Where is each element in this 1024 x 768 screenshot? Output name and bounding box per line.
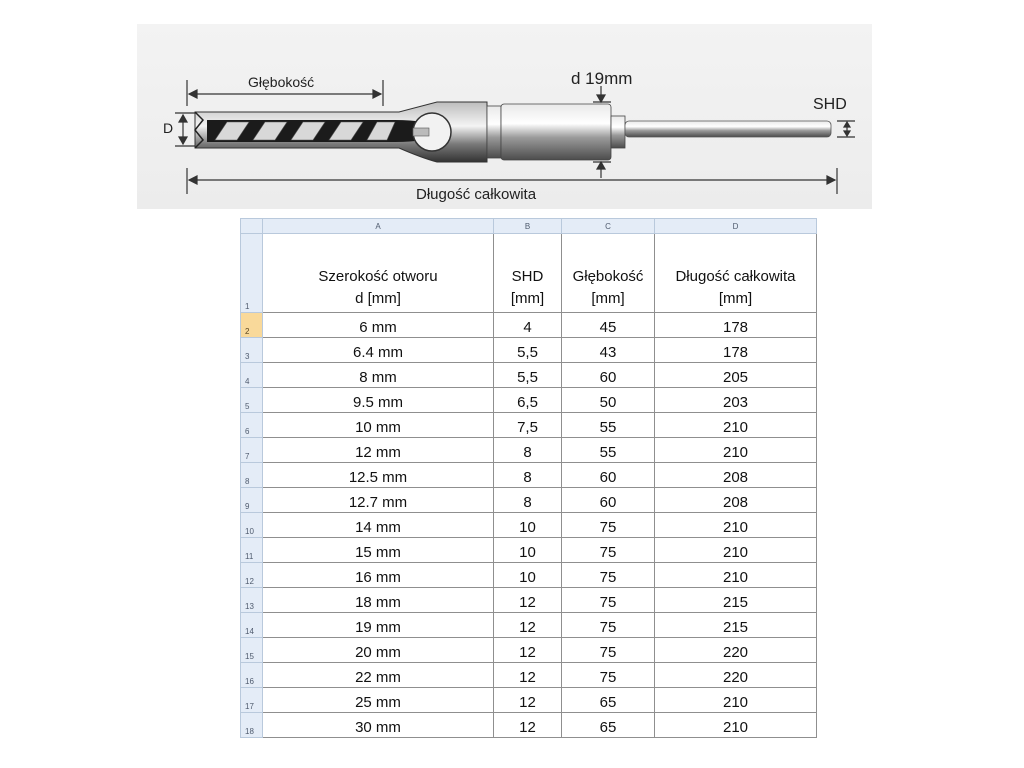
- table-row: [241, 338, 817, 363]
- table-cell[interactable]: 12: [494, 588, 562, 613]
- table-cell[interactable]: 75: [562, 513, 655, 538]
- table-cell[interactable]: 220: [655, 663, 817, 688]
- table-cell[interactable]: 65: [562, 713, 655, 738]
- table-cell[interactable]: 10: [494, 563, 562, 588]
- row-number[interactable]: 8: [241, 463, 263, 488]
- table-cell[interactable]: 6.4 mm: [263, 338, 494, 363]
- table-cell[interactable]: 215: [655, 588, 817, 613]
- table-row: [241, 313, 817, 338]
- table-row: [241, 563, 817, 588]
- column-header-c[interactable]: C: [562, 219, 655, 234]
- table-cell[interactable]: 60: [562, 488, 655, 513]
- table-cell[interactable]: 60: [562, 363, 655, 388]
- table-cell[interactable]: 25 mm: [263, 688, 494, 713]
- header-line: Szerokość otworu: [318, 268, 438, 285]
- table-cell[interactable]: 55: [562, 413, 655, 438]
- table-row: [241, 688, 817, 713]
- row-number[interactable]: 16: [241, 663, 263, 688]
- table-cell[interactable]: 75: [562, 613, 655, 638]
- row-number[interactable]: 3: [241, 338, 263, 363]
- spec-spreadsheet: [240, 218, 817, 738]
- table-cell[interactable]: 8 mm: [263, 363, 494, 388]
- chisel-body: [195, 102, 487, 162]
- table-cell[interactable]: 220: [655, 638, 817, 663]
- table-cell[interactable]: 20 mm: [263, 638, 494, 663]
- table-cell[interactable]: 12: [494, 638, 562, 663]
- table-cell[interactable]: 12.5 mm: [263, 463, 494, 488]
- header-cell-total-length[interactable]: [655, 234, 817, 313]
- chisel-drill-illustration: [137, 24, 872, 209]
- header-line: [mm]: [718, 290, 753, 307]
- table-cell[interactable]: 50: [562, 388, 655, 413]
- table-row: [241, 438, 817, 463]
- table-cell[interactable]: 19 mm: [263, 613, 494, 638]
- table-cell[interactable]: 4: [494, 313, 562, 338]
- shd-label: SHD: [813, 96, 847, 113]
- table-row: [241, 388, 817, 413]
- select-all-corner[interactable]: [241, 219, 263, 234]
- table-cell[interactable]: 12: [494, 688, 562, 713]
- table-cell[interactable]: 12.7 mm: [263, 488, 494, 513]
- table-cell[interactable]: 8: [494, 438, 562, 463]
- row-number[interactable]: 18: [241, 713, 263, 738]
- row-number[interactable]: 15: [241, 638, 263, 663]
- table-cell[interactable]: 9.5 mm: [263, 388, 494, 413]
- table-cell[interactable]: 5,5: [494, 338, 562, 363]
- header-line: Długość całkowita: [675, 268, 796, 285]
- shank-diameter-label: d 19mm: [571, 69, 633, 88]
- table-row: [241, 613, 817, 638]
- d-label: D: [163, 120, 174, 136]
- row-number[interactable]: 14: [241, 613, 263, 638]
- header-line: d [mm]: [355, 290, 401, 307]
- table-cell[interactable]: 10: [494, 513, 562, 538]
- table-cell[interactable]: 208: [655, 463, 817, 488]
- table-cell[interactable]: 12: [494, 713, 562, 738]
- table-cell[interactable]: 6,5: [494, 388, 562, 413]
- table-cell[interactable]: 5,5: [494, 363, 562, 388]
- row-number[interactable]: 2: [241, 313, 263, 338]
- row-number[interactable]: 13: [241, 588, 263, 613]
- header-line: Głębokość: [572, 268, 644, 285]
- shank: [487, 104, 831, 160]
- table-cell[interactable]: 75: [562, 638, 655, 663]
- table-cell[interactable]: 18 mm: [263, 588, 494, 613]
- header-line: SHD: [511, 268, 544, 285]
- table-cell[interactable]: 22 mm: [263, 663, 494, 688]
- table-header-row: [241, 234, 817, 313]
- header-cell-width[interactable]: [263, 234, 494, 313]
- table-cell[interactable]: 14 mm: [263, 513, 494, 538]
- table-cell[interactable]: 215: [655, 613, 817, 638]
- column-header-a[interactable]: A: [263, 219, 494, 234]
- table-cell[interactable]: 12: [494, 613, 562, 638]
- table-cell[interactable]: 75: [562, 563, 655, 588]
- table-cell[interactable]: 75: [562, 588, 655, 613]
- table-cell[interactable]: 178: [655, 313, 817, 338]
- row-number[interactable]: 4: [241, 363, 263, 388]
- table-row: [241, 488, 817, 513]
- chisel-drill-diagram: [137, 24, 872, 209]
- table-cell[interactable]: 55: [562, 438, 655, 463]
- table-row: [241, 463, 817, 488]
- table-cell[interactable]: 210: [655, 563, 817, 588]
- shd-dimension: [837, 121, 855, 137]
- table-row: [241, 513, 817, 538]
- table-row: [241, 663, 817, 688]
- d-dimension: [175, 113, 195, 146]
- table-cell[interactable]: 210: [655, 413, 817, 438]
- table-cell[interactable]: 43: [562, 338, 655, 363]
- table-cell[interactable]: 65: [562, 688, 655, 713]
- table-cell[interactable]: 75: [562, 663, 655, 688]
- table-cell[interactable]: 75: [562, 538, 655, 563]
- table-cell[interactable]: 203: [655, 388, 817, 413]
- table-cell[interactable]: 7,5: [494, 413, 562, 438]
- table-cell[interactable]: 210: [655, 688, 817, 713]
- row-number[interactable]: 10: [241, 513, 263, 538]
- table-cell[interactable]: 12: [494, 663, 562, 688]
- table-row: [241, 638, 817, 663]
- table-cell[interactable]: 205: [655, 363, 817, 388]
- row-number[interactable]: 1: [241, 234, 263, 313]
- row-number[interactable]: 5: [241, 388, 263, 413]
- table-cell[interactable]: 8: [494, 463, 562, 488]
- table-cell[interactable]: 60: [562, 463, 655, 488]
- table-cell[interactable]: 6 mm: [263, 313, 494, 338]
- row-number[interactable]: 9: [241, 488, 263, 513]
- table-cell[interactable]: 210: [655, 438, 817, 463]
- row-number[interactable]: 17: [241, 688, 263, 713]
- table-cell[interactable]: 210: [655, 538, 817, 563]
- table-cell[interactable]: 8: [494, 488, 562, 513]
- column-header-d[interactable]: D: [655, 219, 817, 234]
- table-cell[interactable]: 45: [562, 313, 655, 338]
- total-length-label: Długość całkowita: [416, 186, 537, 203]
- table-row: [241, 588, 817, 613]
- table-cell[interactable]: 15 mm: [263, 538, 494, 563]
- column-header-row: [241, 219, 817, 234]
- row-number[interactable]: 7: [241, 438, 263, 463]
- table-cell[interactable]: 208: [655, 488, 817, 513]
- header-cell-shd[interactable]: [494, 234, 562, 313]
- table-row: [241, 713, 817, 738]
- table-cell[interactable]: 178: [655, 338, 817, 363]
- table-row: [241, 538, 817, 563]
- header-line: [mm]: [591, 290, 625, 307]
- header-line: [mm]: [510, 290, 545, 307]
- depth-label: Głębokość: [248, 74, 315, 90]
- table-row: [241, 363, 817, 388]
- header-cell-depth[interactable]: [562, 234, 655, 313]
- table-cell[interactable]: 10 mm: [263, 413, 494, 438]
- table-cell[interactable]: 10: [494, 538, 562, 563]
- table-cell[interactable]: 30 mm: [263, 713, 494, 738]
- row-number[interactable]: 6: [241, 413, 263, 438]
- row-number[interactable]: 11: [241, 538, 263, 563]
- row-number[interactable]: 12: [241, 563, 263, 588]
- table-cell[interactable]: 12 mm: [263, 438, 494, 463]
- table-cell[interactable]: 210: [655, 513, 817, 538]
- table-row: [241, 413, 817, 438]
- table-cell[interactable]: 210: [655, 713, 817, 738]
- table-cell[interactable]: 16 mm: [263, 563, 494, 588]
- column-header-b[interactable]: B: [494, 219, 562, 234]
